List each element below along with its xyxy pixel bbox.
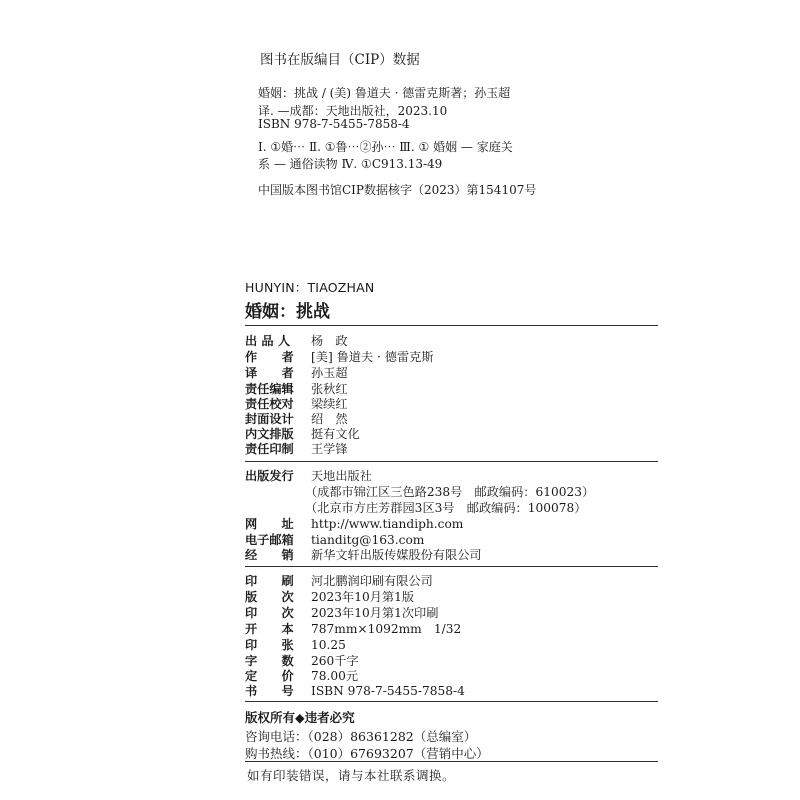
publisher-address: （成都市锦江区三色路238号 邮政编码：610023） <box>305 485 595 499</box>
credit-label: 内文排版 <box>245 427 294 441</box>
footer-note: 如有印装错误，请与本社联系调换。 <box>247 768 456 783</box>
printing-value: 260千字 <box>311 654 359 668</box>
divider <box>245 461 658 462</box>
publisher-label: 电子邮箱 <box>245 533 294 547</box>
credit-label: 出 品 人 <box>245 334 291 348</box>
credit-label: 责任校对 <box>245 397 294 411</box>
printing-value: ISBN 978-7-5455-7858-4 <box>311 684 465 698</box>
publisher-value: 天地出版社 <box>311 469 372 483</box>
credit-value: 张秋红 <box>311 382 348 396</box>
credit-value: [美] 鲁道夫 · 德雷克斯 <box>311 350 434 364</box>
book-title: 婚姻：挑战 <box>245 302 330 322</box>
cip-line: 婚姻：挑战 / (美) 鲁道夫 · 德雷克斯著；孙玉超 <box>258 86 511 100</box>
printing-label: 字 数 <box>245 654 294 668</box>
printing-label: 定 价 <box>245 669 294 683</box>
cip-line: ISBN 978-7-5455-7858-4 <box>258 117 410 131</box>
cip-line: 中国版本图书馆CIP数据核字（2023）第154107号 <box>258 183 537 197</box>
cip-line: Ⅰ. ①婚⋯ Ⅱ. ①鲁⋯②孙⋯ Ⅲ. ① 婚姻 — 家庭关 <box>258 140 513 154</box>
credit-value: 孙玉超 <box>311 366 348 380</box>
credit-label: 责任印制 <box>245 442 294 456</box>
publisher-address: （北京市方庄芳群园3区3号 邮政编码：100078） <box>305 501 587 515</box>
publisher-label: 经 销 <box>245 548 294 562</box>
credit-label: 封面设计 <box>245 412 294 426</box>
credit-label: 译 者 <box>245 366 294 380</box>
printing-label: 印 刷 <box>245 574 294 588</box>
cip-line: 系 — 通俗读物 Ⅳ. ①C913.13-49 <box>258 157 443 171</box>
purchase-phone: 购书热线：（010）67693207（营销中心） <box>245 746 489 761</box>
printing-label: 印 张 <box>245 638 294 652</box>
publisher-label: 网 址 <box>245 517 294 531</box>
printing-label: 书 号 <box>245 684 294 698</box>
email-link[interactable]: tianditg@163.com <box>311 533 425 547</box>
credit-label: 作 者 <box>245 350 294 364</box>
printing-label: 开 本 <box>245 622 294 636</box>
publisher-value: 新华文轩出版传媒股份有限公司 <box>311 548 482 562</box>
title-pinyin: HUNYIN：TIAOZHAN <box>245 280 375 295</box>
printing-value: 787mm×1092mm 1/32 <box>311 622 462 636</box>
printing-value: 78.00元 <box>311 669 359 683</box>
credit-value: 王学锋 <box>311 442 348 456</box>
rights-notice: 版权所有◆违者必究 <box>245 710 355 725</box>
credit-value: 杨 政 <box>311 334 348 348</box>
credit-value: 绍 然 <box>311 412 348 426</box>
website-link[interactable]: http://www.tiandiph.com <box>311 517 464 531</box>
credit-value: 挺有文化 <box>311 427 360 441</box>
publisher-label: 出版发行 <box>245 469 294 483</box>
printing-label: 印 次 <box>245 606 294 620</box>
printing-label: 版 次 <box>245 590 294 604</box>
printing-value: 河北鹏润印刷有限公司 <box>311 574 433 588</box>
printing-value: 2023年10月第1版 <box>311 590 415 604</box>
cip-line: 译. —成都：天地出版社，2023.10 <box>258 104 448 118</box>
divider <box>245 701 658 702</box>
printing-value: 2023年10月第1次印刷 <box>311 606 439 620</box>
divider <box>245 761 658 762</box>
credit-label: 责任编辑 <box>245 382 294 396</box>
divider <box>245 325 658 326</box>
credit-value: 梁续红 <box>311 397 348 411</box>
printing-value: 10.25 <box>311 638 346 652</box>
divider <box>245 566 658 567</box>
inquiry-phone: 咨询电话：（028）86361282（总编室） <box>245 729 477 744</box>
cip-title: 图书在版编目（CIP）数据 <box>260 52 420 68</box>
